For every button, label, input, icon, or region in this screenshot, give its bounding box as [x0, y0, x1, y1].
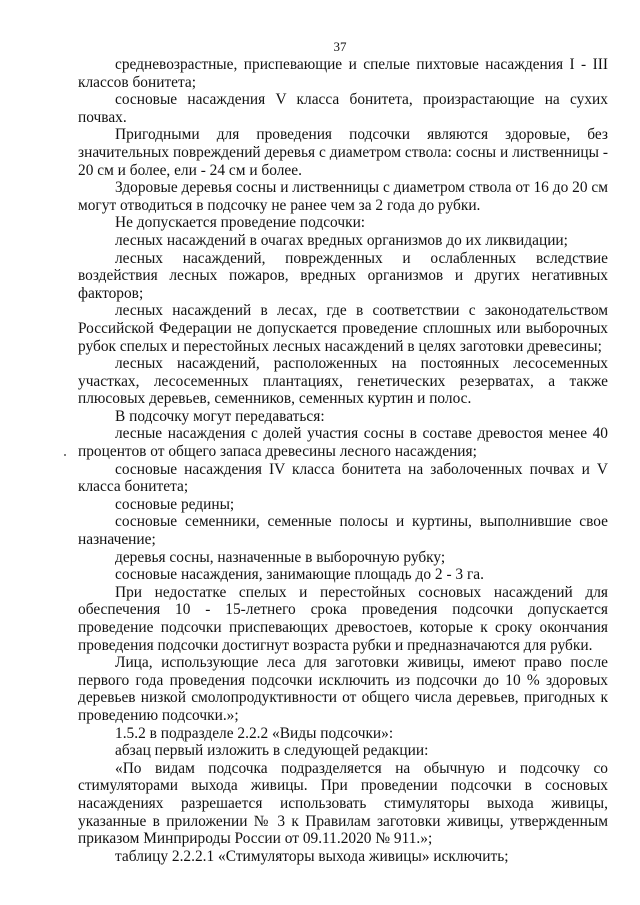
quoted-paragraph: «По видам подсочка подразделяется на обычную и подсочку со стимуляторами выхода живицы. При проведении подсочки в сосновых насаждениях разрешается использовать стимуляторы выхода живицы, указанные в приложении № 3 к Правилам заготовки живицы, утвержденным приказом Минприроды России от 09.11.2020 № 911.»; [78, 759, 608, 848]
document-body [78, 56, 608, 865]
paragraph: лесных насаждений, расположенных на постоянных лесосеменных участках, лесосеменных плантациях, генетических резерватах, а также плюсовых деревьев, семенников, семенных куртин и полос. [78, 355, 608, 408]
paragraph: сосновые редины; [115, 495, 235, 513]
paragraph: Здоровые деревья сосны и лиственницы с диаметром ствола от 16 до 20 см могут отводиться в подсочку не ранее чем за 2 года до рубки. [78, 179, 608, 214]
paragraph: лесные насаждения с долей участия сосны в составе древостоя менее 40 процентов от общего запаса древесины лесного насаждения; [78, 425, 608, 461]
paragraph: деревья сосны, назначенные в выборочную рубку; [115, 548, 446, 566]
paragraph: Пригодными для проведения подсочки являются здоровые, без значительных повреждений деревья с диаметром ствола: сосны и лиственницы - 20 см и более, ели - 24 см и более. [78, 126, 608, 179]
paragraph: Лица, использующие леса для заготовки живицы, имеют право после первого года проведения подсочки исключить из подсочки до 10 % здоровых деревьев низкой смолопродуктивности от общего числа деревьев, пригодных к проведению подсочки.»; [78, 654, 608, 724]
paragraph: абзац первый изложить в следующей редакции: [115, 742, 429, 760]
paragraph: лесных насаждений, поврежденных и ослабленных вследствие воздействия лесных пожаров, вредных организмов и других негативных факторов; [78, 249, 608, 302]
paragraph: сосновые семенники, семенные полосы и куртины, выполнившие свое назначение; [78, 513, 608, 549]
page-number: 37 [333, 39, 347, 54]
paragraph: Не допускается проведение подсочки: [115, 214, 366, 232]
paragraph: сосновые насаждения, занимающие площадь до 2 - 3 га. [115, 566, 484, 584]
paragraph: лесных насаждений в лесах, где в соответствии с законодательством Российской Федерации не допускается проведение сплошных или выборочных рубок спелых и перестойных лесных насаждений в целях заготовки древесины; [78, 302, 608, 355]
paragraph: сосновые насаждения V класса бонитета, произрастающие на сухих почвах. [78, 91, 608, 126]
paragraph: лесных насаждений в очагах вредных организмов до их ликвидации; [115, 231, 568, 249]
paragraph: сосновые насаждения IV класса бонитета на заболоченных почвах и V класса бонитета; [78, 460, 608, 496]
paragraph: таблицу 2.2.2.1 «Стимуляторы выхода живицы» исключить; [115, 847, 509, 865]
paragraph: В подсочку могут передаваться: [115, 407, 325, 425]
paragraph: средневозрастные, приспевающие и спелые пихтовые насаждения I - III классов бонитета; [78, 56, 608, 91]
section-heading: 1.5.2 в подразделе 2.2.2 «Виды подсочки»: [115, 724, 394, 742]
paragraph: При недостатке спелых и перестойных сосновых насаждений для обеспечения 10 - 15-летнего срока проведения подсочки допускается проведение подсочки приспевающих древостоев, которые к сроку окончания проведения подсочки достигнут возраста рубки и предназначаются для рубки. [78, 583, 608, 654]
scan-speck [64, 454, 66, 456]
